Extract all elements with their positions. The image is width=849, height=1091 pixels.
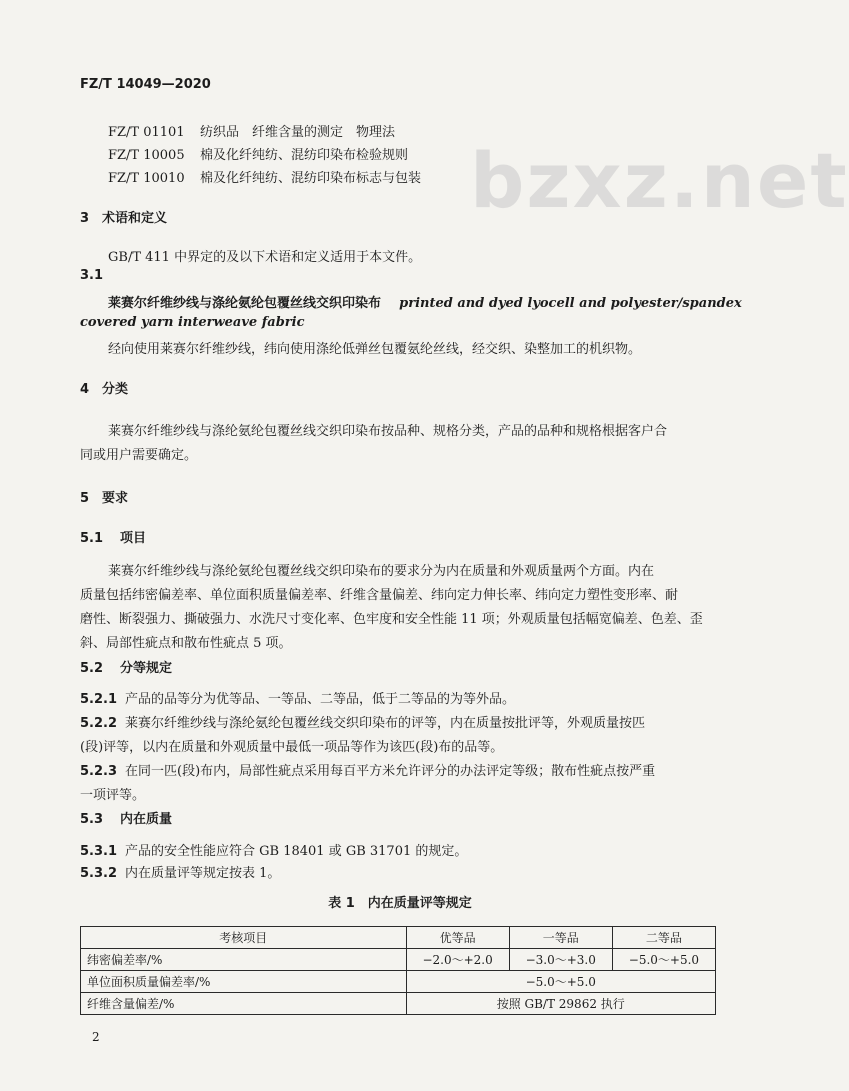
- clause-5-2-2-cont: (段)评等，以内在质量和外观质量中最低一项品等作为该匹(段)布的品等。: [80, 740, 504, 755]
- term-chinese: 莱赛尔纤维纱线与涤纶氨纶包覆丝线交织印染布: [108, 296, 382, 311]
- clause-5-1-text: 莱赛尔纤维纱线与涤纶氨纶包覆丝线交织印染布的要求分为内在质量和外观质量两个方面。内在: [108, 564, 655, 579]
- section-4-text-cont: 同或用户需要确定。: [80, 448, 198, 463]
- page-number: 2: [92, 1030, 100, 1044]
- clause-5-3-heading: [80, 808, 172, 827]
- clause-5-2-3-cont: 一项评等。: [80, 788, 146, 803]
- clause-5-1-heading: [80, 527, 146, 546]
- section-4-heading: 4 分类: [80, 382, 129, 397]
- clause-title: 项目: [120, 531, 147, 546]
- clause-text: 在同一匹(段)布内，局部性疵点采用每百平方米允许评分的办法评定等级；散布性疵点按严重: [125, 764, 656, 779]
- reference-code: FZ/T 01101: [108, 125, 185, 140]
- clause-5-3-1: [80, 840, 467, 859]
- clause-5-1-text: 磨性、断裂强力、撕破强力、水洗尺寸变化率、色牢度和安全性能 11 项；外观质量包括幅宽偏差、色差、歪: [80, 612, 703, 627]
- table-header-cell: 考核项目: [81, 927, 407, 949]
- table-cell: −5.0～+5.0: [612, 949, 715, 971]
- clause-number: 5.2: [80, 661, 104, 676]
- clause-text: 产品的安全性能应符合 GB 18401 或 GB 31701 的规定。: [125, 844, 468, 859]
- clause-5-1-text: 斜、局部性疵点和散布性疵点 5 项。: [80, 636, 292, 651]
- clause-5-2-1: [80, 688, 515, 707]
- watermark: bzxz.net: [470, 136, 849, 225]
- table-cell-item: 纬密偏差率/%: [81, 949, 407, 971]
- clause-number: 5.2.3: [80, 764, 118, 779]
- reference-title: 纺织品 纤维含量的测定 物理法: [200, 125, 396, 140]
- clause-title: 内在质量: [120, 812, 173, 827]
- term-english-cont: covered yarn interweave fabric: [80, 315, 305, 330]
- section-5-heading: 5 要求: [80, 491, 129, 506]
- table-cell-item: 纤维含量偏差/%: [81, 993, 407, 1015]
- table-header-cell: 二等品: [612, 927, 715, 949]
- table-header-cell: 优等品: [406, 927, 509, 949]
- clause-5-3-2: [80, 862, 280, 881]
- section-4-text: 莱赛尔纤维纱线与涤纶氨纶包覆丝线交织印染布按品种、规格分类，产品的品种和规格根据客户合: [108, 424, 668, 439]
- reference-item: [108, 144, 408, 163]
- table-cell-merged: 按照 GB/T 29862 执行: [406, 993, 716, 1015]
- table-cell: −3.0～+3.0: [509, 949, 612, 971]
- table-cell-merged: −5.0～+5.0: [406, 971, 716, 993]
- reference-title: 棉及化纤纯纺、混纺印染布标志与包装: [200, 171, 422, 186]
- table-header-cell: 一等品: [509, 927, 612, 949]
- table-cell: −2.0～+2.0: [406, 949, 509, 971]
- table-row: [81, 993, 716, 1015]
- table-caption: 表 1 内在质量评等规定: [328, 896, 472, 911]
- clause-number: 5.3.1: [80, 844, 118, 859]
- table-row: [81, 949, 716, 971]
- clause-text: 内在质量评等规定按表 1。: [125, 866, 281, 881]
- table-header-row: [81, 927, 716, 949]
- quality-grading-table: [80, 926, 716, 1015]
- section-3-heading: 3 术语和定义: [80, 211, 168, 226]
- clause-5-2-2: [80, 712, 645, 731]
- reference-item: [108, 167, 421, 186]
- reference-code: FZ/T 10010: [108, 171, 185, 186]
- clause-5-2-3: [80, 760, 655, 779]
- reference-title: 棉及化纤纯纺、混纺印染布检验规则: [200, 148, 409, 163]
- clause-number: 5.3.2: [80, 866, 118, 881]
- clause-title: 分等规定: [120, 661, 173, 676]
- term-definition: 经向使用莱赛尔纤维纱线，纬向使用涤纶低弹丝包覆氨纶丝线，经交织、染整加工的机织物。: [108, 342, 642, 357]
- term-english: printed and dyed lyocell and polyester/spandex: [399, 296, 742, 311]
- clause-5-2-heading: [80, 657, 172, 676]
- clause-number: 5.2.2: [80, 716, 118, 731]
- clause-number: 5.1: [80, 531, 104, 546]
- reference-code: FZ/T 10005: [108, 148, 185, 163]
- section-3-intro: GB/T 411 中界定的及以下术语和定义适用于本文件。: [108, 250, 422, 265]
- clause-number: 5.3: [80, 812, 104, 827]
- table-cell-item: 单位面积质量偏差率/%: [81, 971, 407, 993]
- clause-text: 莱赛尔纤维纱线与涤纶氨纶包覆丝线交织印染布的评等，内在质量按批评等，外观质量按匹: [125, 716, 646, 731]
- reference-item: [108, 121, 395, 140]
- term-number: 3.1: [80, 268, 104, 283]
- table-row: [81, 971, 716, 993]
- clause-text: 产品的品等分为优等品、一等品、二等品，低于二等品的为等外品。: [125, 692, 516, 707]
- clause-5-1-text: 质量包括纬密偏差率、单位面积质量偏差率、纤维含量偏差、纬向定力伸长率、纬向定力塑性变形率、耐: [80, 588, 679, 603]
- standard-code: FZ/T 14049—2020: [80, 77, 211, 92]
- term-heading: [108, 292, 742, 311]
- clause-number: 5.2.1: [80, 692, 118, 707]
